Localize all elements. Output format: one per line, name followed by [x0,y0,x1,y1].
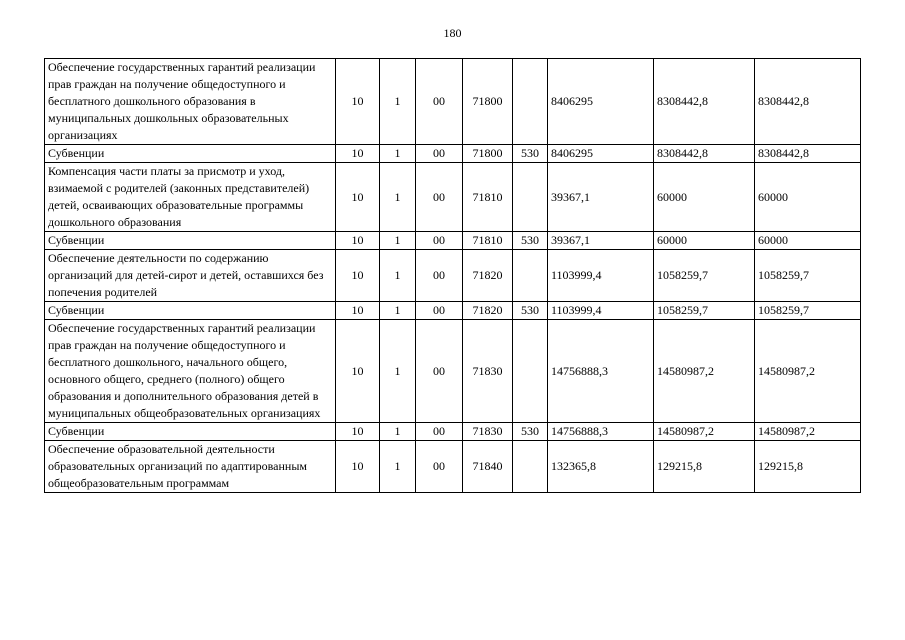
row-amount-2: 14580987,2 [654,423,755,441]
row-amount-2: 60000 [654,163,755,232]
row-amount-2: 60000 [654,232,755,250]
row-amount-2: 8308442,8 [654,145,755,163]
row-target-article-code: 71810 [463,163,513,232]
row-subsection: 1 [380,320,416,423]
row-amount-2: 14580987,2 [654,320,755,423]
table-row [45,250,861,302]
row-expense-type [513,250,548,302]
row-amount-1: 14756888,3 [548,423,654,441]
row-target-article-prefix: 00 [416,232,463,250]
row-target-article-code: 71810 [463,232,513,250]
row-target-article-code: 71800 [463,59,513,145]
row-target-article-code: 71800 [463,145,513,163]
row-amount-3: 1058259,7 [755,302,861,320]
row-section: 10 [336,163,380,232]
row-target-article-code: 71820 [463,250,513,302]
row-name: Субвенции [45,145,336,163]
row-amount-3: 129215,8 [755,441,861,493]
row-subsection: 1 [380,423,416,441]
row-amount-3: 14580987,2 [755,320,861,423]
row-name: Субвенции [45,423,336,441]
row-expense-type: 530 [513,302,548,320]
row-amount-1: 14756888,3 [548,320,654,423]
row-expense-type: 530 [513,423,548,441]
row-target-article-prefix: 00 [416,441,463,493]
row-target-article-prefix: 00 [416,250,463,302]
row-name: Обеспечение государственных гарантий реализации прав граждан на получение общедоступного и бесплатного дошкольного, начального общего, основного общего, среднего (полного) общего образования и дополнительного образования детей в муниципальных общеобразовательных организациях [45,320,336,423]
row-section: 10 [336,302,380,320]
row-name: Обеспечение образовательной деятельности образовательных организаций по адаптированным общеобразовательным программам [45,441,336,493]
table-row [45,232,861,250]
table-row [45,59,861,145]
row-target-article-prefix: 00 [416,163,463,232]
table-row [45,163,861,232]
table-row [45,145,861,163]
row-section: 10 [336,250,380,302]
table-row [45,320,861,423]
row-target-article-prefix: 00 [416,423,463,441]
row-amount-3: 8308442,8 [755,59,861,145]
row-amount-3: 60000 [755,163,861,232]
row-target-article-prefix: 00 [416,59,463,145]
row-section: 10 [336,423,380,441]
row-amount-1: 39367,1 [548,232,654,250]
row-name: Обеспечение деятельности по содержанию организаций для детей-сирот и детей, оставшихся без попечения родителей [45,250,336,302]
row-amount-3: 14580987,2 [755,423,861,441]
row-subsection: 1 [380,302,416,320]
row-amount-2: 1058259,7 [654,302,755,320]
row-section: 10 [336,441,380,493]
row-target-article-prefix: 00 [416,145,463,163]
table-row [45,302,861,320]
budget-table [44,58,861,493]
row-amount-2: 8308442,8 [654,59,755,145]
row-target-article-code: 71830 [463,320,513,423]
row-section: 10 [336,145,380,163]
row-expense-type [513,441,548,493]
row-amount-2: 1058259,7 [654,250,755,302]
row-target-article-prefix: 00 [416,302,463,320]
row-expense-type: 530 [513,145,548,163]
row-amount-1: 8406295 [548,145,654,163]
row-name: Субвенции [45,302,336,320]
table-body [45,59,861,493]
row-section: 10 [336,232,380,250]
row-amount-3: 60000 [755,232,861,250]
row-subsection: 1 [380,250,416,302]
row-expense-type: 530 [513,232,548,250]
row-target-article-code: 71820 [463,302,513,320]
row-expense-type [513,59,548,145]
row-amount-2: 129215,8 [654,441,755,493]
row-amount-3: 1058259,7 [755,250,861,302]
row-expense-type [513,320,548,423]
row-expense-type [513,163,548,232]
row-subsection: 1 [380,163,416,232]
row-subsection: 1 [380,59,416,145]
row-section: 10 [336,320,380,423]
row-amount-3: 8308442,8 [755,145,861,163]
page-number: 180 [443,26,462,40]
row-amount-1: 39367,1 [548,163,654,232]
row-amount-1: 8406295 [548,59,654,145]
row-subsection: 1 [380,232,416,250]
row-amount-1: 1103999,4 [548,302,654,320]
row-amount-1: 1103999,4 [548,250,654,302]
row-target-article-prefix: 00 [416,320,463,423]
table-row [45,441,861,493]
row-section: 10 [336,59,380,145]
row-name: Субвенции [45,232,336,250]
row-target-article-code: 71830 [463,423,513,441]
row-amount-1: 132365,8 [548,441,654,493]
row-subsection: 1 [380,145,416,163]
row-name: Обеспечение государственных гарантий реализации прав граждан на получение общедоступного и бесплатного дошкольного образования в муниципальных дошкольных образовательных организациях [45,59,336,145]
row-target-article-code: 71840 [463,441,513,493]
row-subsection: 1 [380,441,416,493]
table-row [45,423,861,441]
row-name: Компенсация части платы за присмотр и уход, взимаемой с родителей (законных представителей) детей, осваивающих образовательные программы дошкольного образования [45,163,336,232]
